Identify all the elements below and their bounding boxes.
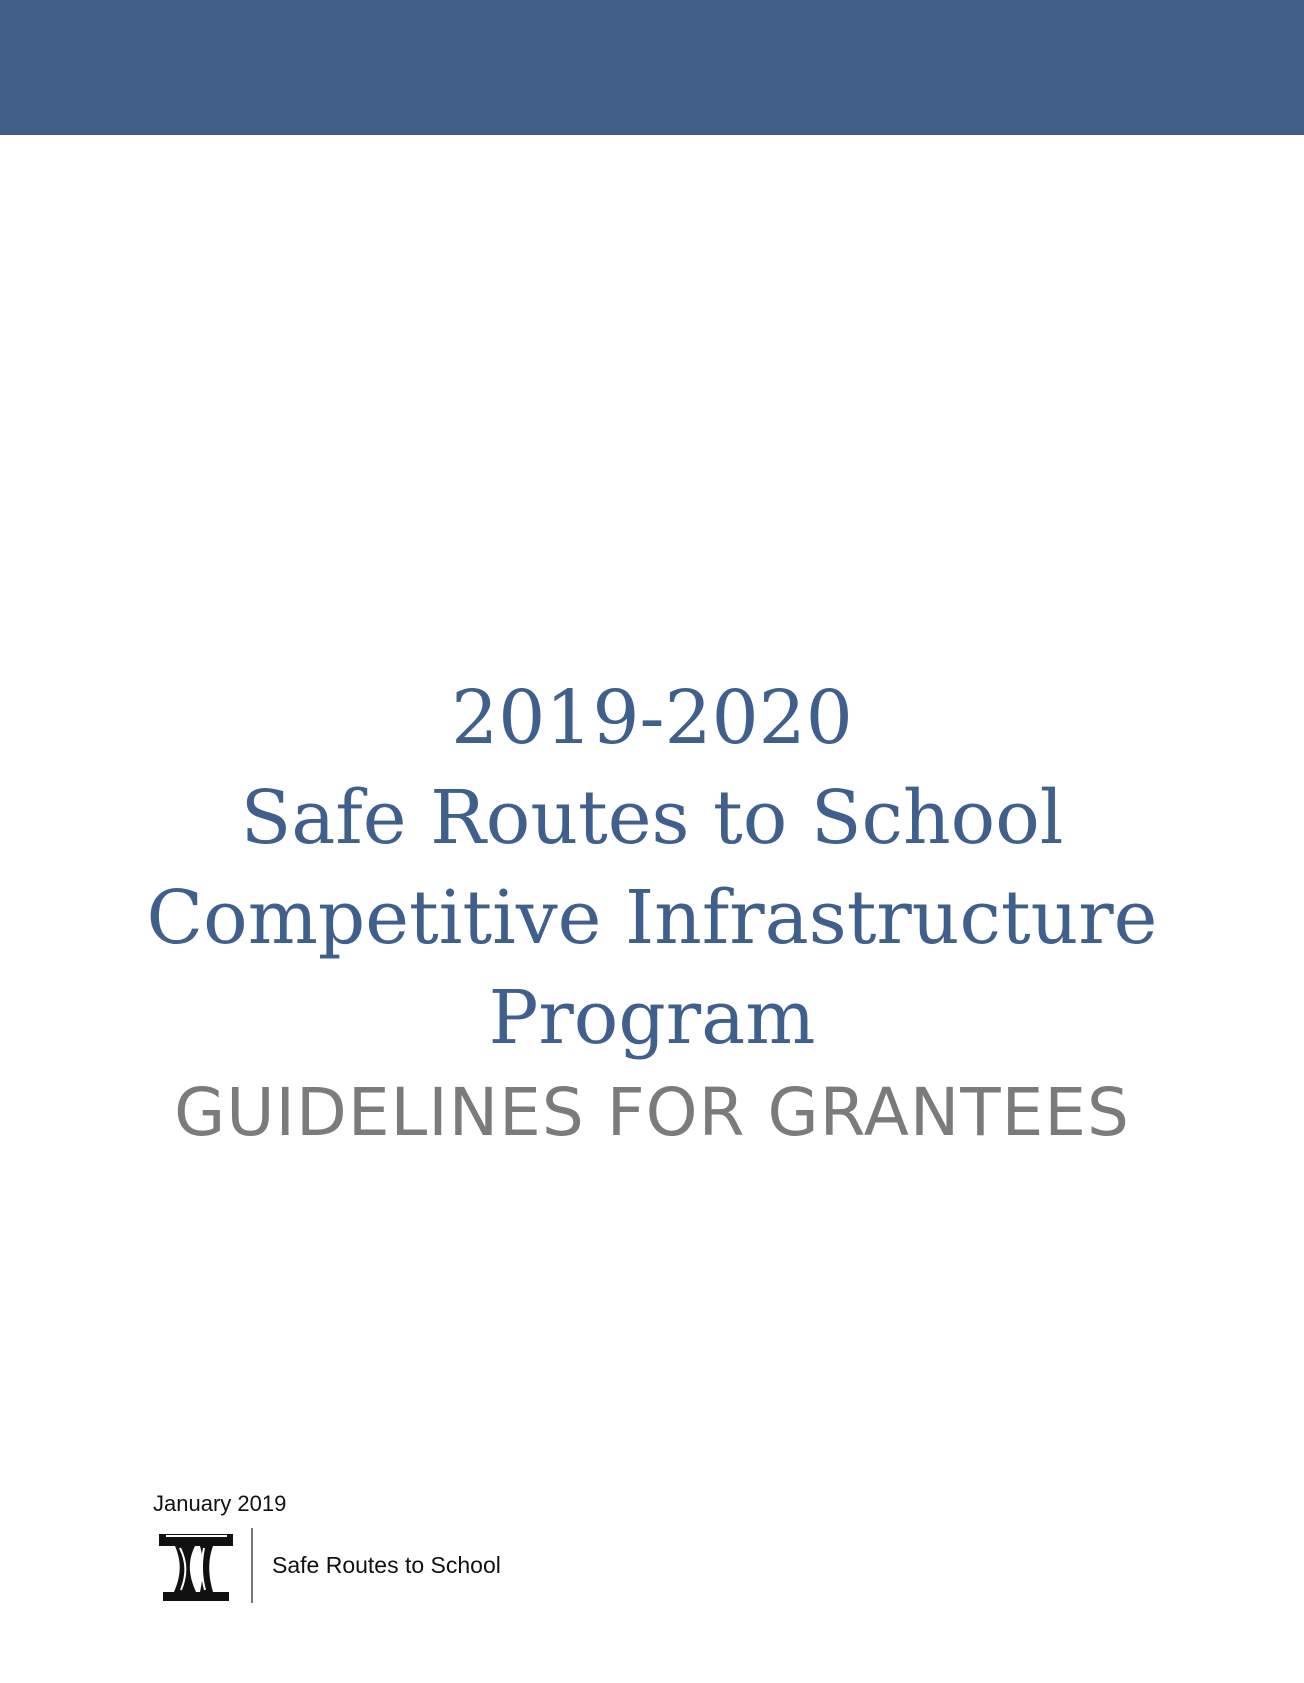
document-title bbox=[0, 668, 1304, 1068]
caltrans-logo-icon bbox=[157, 1530, 235, 1602]
logo-label: Safe Routes to School bbox=[272, 1552, 501, 1578]
title-program-type: Competitive Infrastructure bbox=[146, 875, 1158, 961]
document-subtitle: GUIDELINES FOR GRANTEES bbox=[174, 1074, 1130, 1151]
title-year: 2019-2020 bbox=[451, 675, 853, 761]
logo-divider bbox=[251, 1528, 253, 1603]
title-program-name: Safe Routes to School bbox=[240, 775, 1064, 861]
top-banner bbox=[0, 0, 1304, 135]
publication-date: January 2019 bbox=[153, 1491, 287, 1516]
footer-logo-area bbox=[157, 1528, 517, 1603]
title-program: Program bbox=[488, 975, 816, 1061]
